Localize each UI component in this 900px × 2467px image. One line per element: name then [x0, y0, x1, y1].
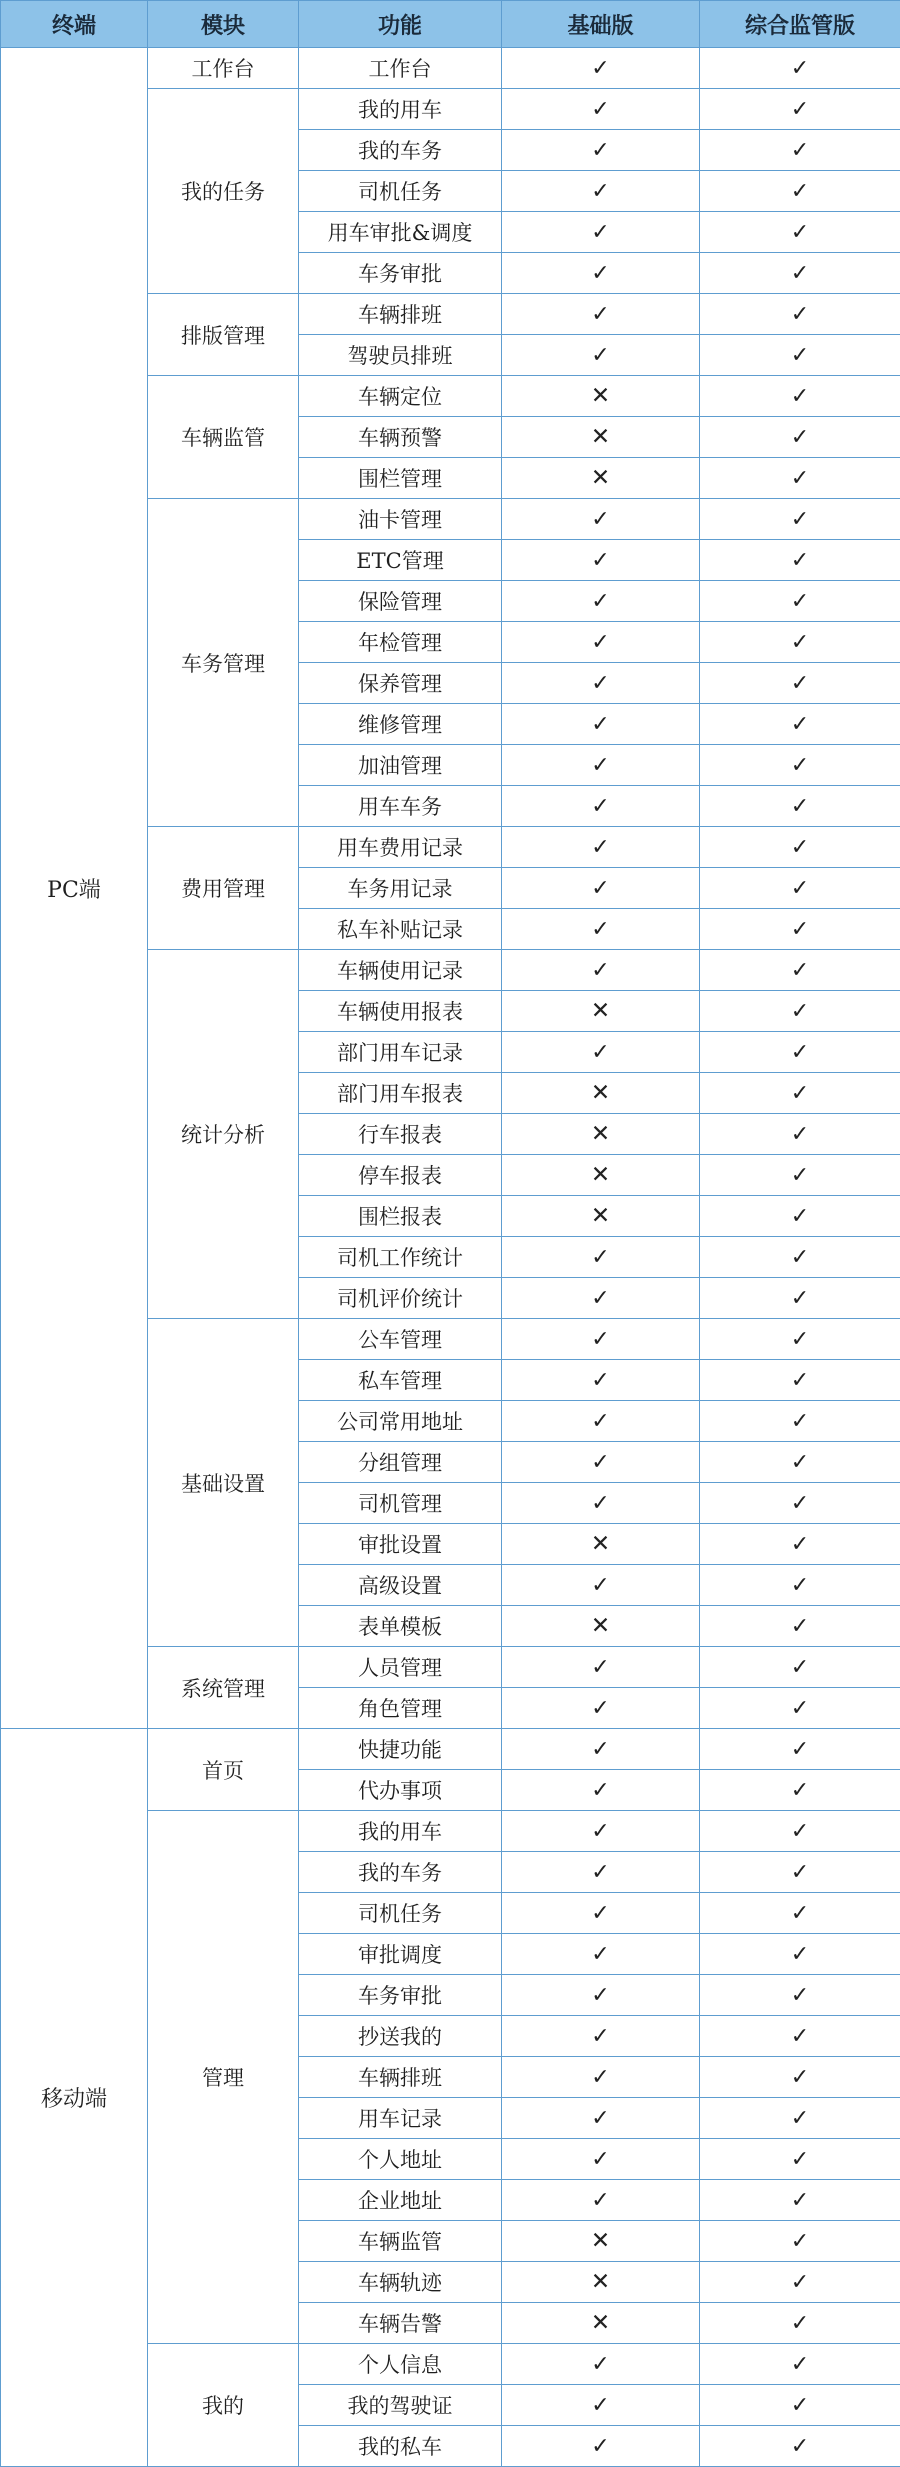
- full-edition-mark-check-icon: ✓: [700, 1237, 900, 1278]
- feature-cell: 司机工作统计: [299, 1237, 502, 1278]
- basic-edition-mark-check-icon: ✓: [502, 827, 700, 868]
- basic-edition-mark-cross-icon: ✕: [502, 2221, 700, 2262]
- full-edition-mark-check-icon: ✓: [700, 1770, 900, 1811]
- basic-edition-mark-cross-icon: ✕: [502, 991, 700, 1032]
- full-edition-mark-check-icon: ✓: [700, 1893, 900, 1934]
- full-edition-mark-check-icon: ✓: [700, 1032, 900, 1073]
- full-edition-mark-check-icon: ✓: [700, 1483, 900, 1524]
- module-cell: 统计分析: [148, 950, 299, 1319]
- full-edition-mark-check-icon: ✓: [700, 2098, 900, 2139]
- table-row: [1, 1729, 900, 1770]
- full-edition-mark-check-icon: ✓: [700, 2221, 900, 2262]
- basic-edition-mark-check-icon: ✓: [502, 786, 700, 827]
- full-edition-mark-check-icon: ✓: [700, 171, 900, 212]
- header-feature: 功能: [299, 1, 502, 48]
- basic-edition-mark-check-icon: ✓: [502, 1237, 700, 1278]
- full-edition-mark-check-icon: ✓: [700, 1114, 900, 1155]
- feature-cell: 快捷功能: [299, 1729, 502, 1770]
- full-edition-mark-check-icon: ✓: [700, 2303, 900, 2344]
- basic-edition-mark-check-icon: ✓: [502, 909, 700, 950]
- full-edition-mark-check-icon: ✓: [700, 2180, 900, 2221]
- full-edition-mark-check-icon: ✓: [700, 704, 900, 745]
- feature-cell: 车辆轨迹: [299, 2262, 502, 2303]
- basic-edition-mark-check-icon: ✓: [502, 1893, 700, 1934]
- full-edition-mark-check-icon: ✓: [700, 2057, 900, 2098]
- header-full-edition: 综合监管版: [700, 1, 900, 48]
- feature-cell: 用车车务: [299, 786, 502, 827]
- terminal-cell: PC端: [1, 48, 148, 1729]
- feature-cell: 司机任务: [299, 171, 502, 212]
- full-edition-mark-check-icon: ✓: [700, 1278, 900, 1319]
- full-edition-mark-check-icon: ✓: [700, 950, 900, 991]
- full-edition-mark-check-icon: ✓: [700, 294, 900, 335]
- full-edition-mark-check-icon: ✓: [700, 253, 900, 294]
- feature-cell: 我的车务: [299, 130, 502, 171]
- feature-cell: 维修管理: [299, 704, 502, 745]
- basic-edition-mark-cross-icon: ✕: [502, 1524, 700, 1565]
- feature-cell: 我的用车: [299, 1811, 502, 1852]
- feature-cell: 个人信息: [299, 2344, 502, 2385]
- module-cell: 基础设置: [148, 1319, 299, 1647]
- full-edition-mark-check-icon: ✓: [700, 2344, 900, 2385]
- basic-edition-mark-cross-icon: ✕: [502, 2262, 700, 2303]
- full-edition-mark-check-icon: ✓: [700, 417, 900, 458]
- full-edition-mark-check-icon: ✓: [700, 1647, 900, 1688]
- feature-cell: 部门用车报表: [299, 1073, 502, 1114]
- full-edition-mark-check-icon: ✓: [700, 1729, 900, 1770]
- basic-edition-mark-check-icon: ✓: [502, 704, 700, 745]
- full-edition-mark-check-icon: ✓: [700, 827, 900, 868]
- full-edition-mark-check-icon: ✓: [700, 540, 900, 581]
- basic-edition-mark-check-icon: ✓: [502, 2057, 700, 2098]
- feature-cell: 我的驾驶证: [299, 2385, 502, 2426]
- basic-edition-mark-check-icon: ✓: [502, 2139, 700, 2180]
- feature-cell: 车辆排班: [299, 2057, 502, 2098]
- full-edition-mark-check-icon: ✓: [700, 991, 900, 1032]
- module-cell: 排版管理: [148, 294, 299, 376]
- feature-cell: 公车管理: [299, 1319, 502, 1360]
- basic-edition-mark-check-icon: ✓: [502, 1811, 700, 1852]
- basic-edition-mark-check-icon: ✓: [502, 130, 700, 171]
- full-edition-mark-check-icon: ✓: [700, 868, 900, 909]
- feature-cell: 角色管理: [299, 1688, 502, 1729]
- feature-cell: 我的私车: [299, 2426, 502, 2467]
- feature-cell: 车辆排班: [299, 294, 502, 335]
- basic-edition-mark-check-icon: ✓: [502, 1565, 700, 1606]
- full-edition-mark-check-icon: ✓: [700, 1073, 900, 1114]
- feature-cell: 司机管理: [299, 1483, 502, 1524]
- basic-edition-mark-check-icon: ✓: [502, 89, 700, 130]
- basic-edition-mark-cross-icon: ✕: [502, 417, 700, 458]
- basic-edition-mark-check-icon: ✓: [502, 1934, 700, 1975]
- full-edition-mark-check-icon: ✓: [700, 1401, 900, 1442]
- basic-edition-mark-cross-icon: ✕: [502, 1073, 700, 1114]
- full-edition-mark-check-icon: ✓: [700, 1852, 900, 1893]
- feature-cell: 围栏报表: [299, 1196, 502, 1237]
- feature-cell: 驾驶员排班: [299, 335, 502, 376]
- full-edition-mark-check-icon: ✓: [700, 1811, 900, 1852]
- full-edition-mark-check-icon: ✓: [700, 212, 900, 253]
- feature-cell: 用车记录: [299, 2098, 502, 2139]
- module-cell: 我的: [148, 2344, 299, 2467]
- basic-edition-mark-check-icon: ✓: [502, 171, 700, 212]
- full-edition-mark-check-icon: ✓: [700, 1442, 900, 1483]
- feature-cell: 车辆告警: [299, 2303, 502, 2344]
- full-edition-mark-check-icon: ✓: [700, 745, 900, 786]
- basic-edition-mark-check-icon: ✓: [502, 2385, 700, 2426]
- feature-cell: 停车报表: [299, 1155, 502, 1196]
- basic-edition-mark-check-icon: ✓: [502, 950, 700, 991]
- basic-edition-mark-check-icon: ✓: [502, 253, 700, 294]
- feature-cell: 企业地址: [299, 2180, 502, 2221]
- basic-edition-mark-cross-icon: ✕: [502, 1606, 700, 1647]
- feature-cell: 工作台: [299, 48, 502, 89]
- feature-cell: 私车补贴记录: [299, 909, 502, 950]
- feature-cell: 司机任务: [299, 1893, 502, 1934]
- feature-cell: 用车费用记录: [299, 827, 502, 868]
- feature-cell: 用车审批&调度: [299, 212, 502, 253]
- feature-cell: 我的用车: [299, 89, 502, 130]
- basic-edition-mark-check-icon: ✓: [502, 1975, 700, 2016]
- basic-edition-mark-check-icon: ✓: [502, 1729, 700, 1770]
- module-cell: 管理: [148, 1811, 299, 2344]
- table-row: [1, 48, 900, 89]
- feature-cell: 油卡管理: [299, 499, 502, 540]
- feature-cell: 个人地址: [299, 2139, 502, 2180]
- basic-edition-mark-check-icon: ✓: [502, 212, 700, 253]
- feature-cell: 抄送我的: [299, 2016, 502, 2057]
- full-edition-mark-check-icon: ✓: [700, 663, 900, 704]
- basic-edition-mark-check-icon: ✓: [502, 1770, 700, 1811]
- basic-edition-mark-cross-icon: ✕: [502, 458, 700, 499]
- feature-cell: 车辆监管: [299, 2221, 502, 2262]
- basic-edition-mark-cross-icon: ✕: [502, 2303, 700, 2344]
- basic-edition-mark-check-icon: ✓: [502, 868, 700, 909]
- full-edition-mark-check-icon: ✓: [700, 1360, 900, 1401]
- full-edition-mark-check-icon: ✓: [700, 376, 900, 417]
- full-edition-mark-check-icon: ✓: [700, 130, 900, 171]
- full-edition-mark-check-icon: ✓: [700, 2426, 900, 2467]
- feature-cell: 车辆定位: [299, 376, 502, 417]
- full-edition-mark-check-icon: ✓: [700, 1565, 900, 1606]
- feature-cell: 审批调度: [299, 1934, 502, 1975]
- feature-cell: 公司常用地址: [299, 1401, 502, 1442]
- header-basic-edition: 基础版: [502, 1, 700, 48]
- basic-edition-mark-check-icon: ✓: [502, 1360, 700, 1401]
- basic-edition-mark-check-icon: ✓: [502, 294, 700, 335]
- full-edition-mark-check-icon: ✓: [700, 499, 900, 540]
- basic-edition-mark-check-icon: ✓: [502, 745, 700, 786]
- module-cell: 系统管理: [148, 1647, 299, 1729]
- header-terminal: 终端: [1, 1, 148, 48]
- full-edition-mark-check-icon: ✓: [700, 89, 900, 130]
- basic-edition-mark-check-icon: ✓: [502, 2344, 700, 2385]
- basic-edition-mark-check-icon: ✓: [502, 1032, 700, 1073]
- full-edition-mark-check-icon: ✓: [700, 335, 900, 376]
- basic-edition-mark-check-icon: ✓: [502, 2016, 700, 2057]
- feature-cell: 保养管理: [299, 663, 502, 704]
- basic-edition-mark-check-icon: ✓: [502, 1401, 700, 1442]
- feature-cell: 围栏管理: [299, 458, 502, 499]
- feature-cell: 车辆预警: [299, 417, 502, 458]
- feature-cell: 年检管理: [299, 622, 502, 663]
- full-edition-mark-check-icon: ✓: [700, 2385, 900, 2426]
- full-edition-mark-check-icon: ✓: [700, 1196, 900, 1237]
- basic-edition-mark-cross-icon: ✕: [502, 376, 700, 417]
- module-cell: 工作台: [148, 48, 299, 89]
- feature-cell: 审批设置: [299, 1524, 502, 1565]
- full-edition-mark-check-icon: ✓: [700, 1934, 900, 1975]
- feature-cell: 表单模板: [299, 1606, 502, 1647]
- basic-edition-mark-check-icon: ✓: [502, 1483, 700, 1524]
- feature-cell: 车务用记录: [299, 868, 502, 909]
- basic-edition-mark-cross-icon: ✕: [502, 1114, 700, 1155]
- full-edition-mark-check-icon: ✓: [700, 622, 900, 663]
- feature-cell: 加油管理: [299, 745, 502, 786]
- full-edition-mark-check-icon: ✓: [700, 48, 900, 89]
- basic-edition-mark-check-icon: ✓: [502, 2180, 700, 2221]
- feature-cell: 私车管理: [299, 1360, 502, 1401]
- module-cell: 车辆监管: [148, 376, 299, 499]
- full-edition-mark-check-icon: ✓: [700, 1688, 900, 1729]
- feature-cell: 代办事项: [299, 1770, 502, 1811]
- terminal-cell: 移动端: [1, 1729, 148, 2467]
- feature-cell: 车辆使用记录: [299, 950, 502, 991]
- basic-edition-mark-check-icon: ✓: [502, 1278, 700, 1319]
- full-edition-mark-check-icon: ✓: [700, 1524, 900, 1565]
- feature-cell: 高级设置: [299, 1565, 502, 1606]
- feature-cell: 人员管理: [299, 1647, 502, 1688]
- basic-edition-mark-check-icon: ✓: [502, 1647, 700, 1688]
- full-edition-mark-check-icon: ✓: [700, 786, 900, 827]
- full-edition-mark-check-icon: ✓: [700, 1606, 900, 1647]
- full-edition-mark-check-icon: ✓: [700, 909, 900, 950]
- basic-edition-mark-check-icon: ✓: [502, 622, 700, 663]
- full-edition-mark-check-icon: ✓: [700, 1975, 900, 2016]
- basic-edition-mark-cross-icon: ✕: [502, 1155, 700, 1196]
- feature-cell: 车辆使用报表: [299, 991, 502, 1032]
- feature-cell: 车务审批: [299, 253, 502, 294]
- basic-edition-mark-check-icon: ✓: [502, 499, 700, 540]
- header-module: 模块: [148, 1, 299, 48]
- full-edition-mark-check-icon: ✓: [700, 458, 900, 499]
- feature-cell: 司机评价统计: [299, 1278, 502, 1319]
- full-edition-mark-check-icon: ✓: [700, 2139, 900, 2180]
- feature-cell: 行车报表: [299, 1114, 502, 1155]
- feature-cell: 部门用车记录: [299, 1032, 502, 1073]
- full-edition-mark-check-icon: ✓: [700, 2262, 900, 2303]
- basic-edition-mark-check-icon: ✓: [502, 48, 700, 89]
- full-edition-mark-check-icon: ✓: [700, 1155, 900, 1196]
- feature-cell: 车务审批: [299, 1975, 502, 2016]
- feature-cell: ETC管理: [299, 540, 502, 581]
- module-cell: 车务管理: [148, 499, 299, 827]
- feature-cell: 我的车务: [299, 1852, 502, 1893]
- full-edition-mark-check-icon: ✓: [700, 581, 900, 622]
- basic-edition-mark-check-icon: ✓: [502, 540, 700, 581]
- basic-edition-mark-check-icon: ✓: [502, 1852, 700, 1893]
- basic-edition-mark-check-icon: ✓: [502, 2098, 700, 2139]
- full-edition-mark-check-icon: ✓: [700, 2016, 900, 2057]
- basic-edition-mark-cross-icon: ✕: [502, 1196, 700, 1237]
- table-body: [1, 48, 900, 2467]
- module-cell: 费用管理: [148, 827, 299, 950]
- full-edition-mark-check-icon: ✓: [700, 1319, 900, 1360]
- module-cell: 我的任务: [148, 89, 299, 294]
- basic-edition-mark-check-icon: ✓: [502, 581, 700, 622]
- basic-edition-mark-check-icon: ✓: [502, 1442, 700, 1483]
- basic-edition-mark-check-icon: ✓: [502, 1319, 700, 1360]
- module-cell: 首页: [148, 1729, 299, 1811]
- basic-edition-mark-check-icon: ✓: [502, 2426, 700, 2467]
- basic-edition-mark-check-icon: ✓: [502, 663, 700, 704]
- feature-cell: 保险管理: [299, 581, 502, 622]
- header-row: [1, 1, 900, 48]
- basic-edition-mark-check-icon: ✓: [502, 335, 700, 376]
- feature-cell: 分组管理: [299, 1442, 502, 1483]
- basic-edition-mark-check-icon: ✓: [502, 1688, 700, 1729]
